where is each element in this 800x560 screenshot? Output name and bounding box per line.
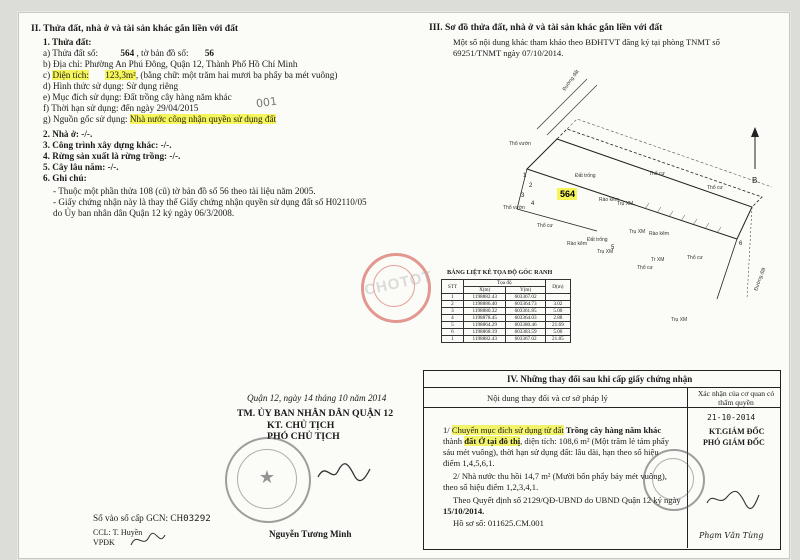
map-label-post-5: Trụ XM <box>671 317 688 323</box>
coord-header-y: Y(m) <box>506 287 545 294</box>
deputy-chair-kt: KT. CHỦ TỊCH <box>267 420 335 431</box>
usage-origin-line <box>43 114 276 125</box>
map-label-res-4: Thổ cư <box>649 171 665 177</box>
corner-point-5: 5 <box>611 245 615 251</box>
section-ii-title: II. Thửa đất, nhà ở và tài sản khác gắn liền với đất <box>31 23 239 34</box>
land-certificate-page <box>18 12 790 559</box>
map-label-empty-1: Đất trống <box>575 173 596 179</box>
section-iii-title: III. Sơ đồ thửa đất, nhà ở và tài sản khác gắn liền với đất <box>429 22 663 33</box>
map-label-road-2: Đường đất <box>753 266 768 292</box>
map-label-res-3: Thổ cư <box>687 255 703 261</box>
other-construction-item: 3. Công trình xây dựng khác: -/-. <box>43 140 172 150</box>
change-line-8: 15/10/2014. <box>443 506 485 516</box>
coord-header-d: D(m) <box>545 280 570 294</box>
official-seal <box>225 437 311 523</box>
map-parcel-number: 564 <box>560 189 576 199</box>
map-label-fence-1: Rào kẽm <box>599 197 620 203</box>
parcel-number-line <box>43 48 214 59</box>
house-item: 2. Nhà ở: -/-. <box>43 129 93 139</box>
clerk-note: CCL: T. Huyền <box>93 528 143 537</box>
parcel-number: 564 <box>120 48 135 58</box>
parcel-heading: 1. Thửa đất: <box>43 37 92 47</box>
production-forest-item: 4. Rừng sản xuất là rừng trồng: -/-. <box>43 151 181 161</box>
office-abbrev: VPĐK <box>93 538 115 547</box>
corner-point-6: 6 <box>739 241 743 247</box>
change-line-3: sáu mét vuông), thời hạn sử dụng đất: lâu dài, hạn theo số hiệu <box>443 447 659 457</box>
table-row: 6 1198868.19 603383.59 5.00 <box>442 329 571 336</box>
table-row: 5 1198864.29 603380.46 21.69 <box>442 322 571 329</box>
corner-point-2: 2 <box>529 183 533 189</box>
confirm-org-1: KT.GIÁM ĐỐC <box>709 427 765 436</box>
deputy-chair-title: PHÓ CHỦ TỊCH <box>267 431 340 442</box>
map-label-res-2: Thổ cư <box>637 265 653 271</box>
map-intro-line-2: 69251/TNMT ngày 07/10/2014. <box>453 48 564 58</box>
map-label-empty-2: Đất trống <box>587 237 608 243</box>
change-1-highlight: Chuyển mục đích sử dụng từ đất <box>451 425 564 435</box>
star-emblem-icon: ★ <box>258 467 276 488</box>
map-label-garden-1: Thổ vườn <box>509 141 531 147</box>
change-line-2 <box>443 436 669 446</box>
confirm-date: 21-10-2014 <box>707 413 756 422</box>
map-label-fence-2: Rào kẽm <box>567 241 588 247</box>
register-number: 03292 <box>183 513 211 524</box>
clerk-signature <box>129 529 169 551</box>
section-iv-title: IV. Những thay đổi sau khi cấp giấy chứng nhận <box>507 374 693 384</box>
issue-date: Quận 12, ngày 14 tháng 10 năm 2014 <box>247 393 387 403</box>
table-row: 2 1198886.40 603364.73 3.02 <box>442 301 571 308</box>
change-2-highlight: đất Ở tại đô thị <box>464 436 521 446</box>
area-prefix: c) <box>43 70 51 80</box>
changes-col-content-header: Nội dung thay đổi và cơ sở pháp lý <box>487 393 608 403</box>
coord-header-stt: STT <box>442 280 464 294</box>
map-label-post-2: Trụ XM <box>629 229 646 235</box>
change-1-number: 1/ <box>443 425 450 435</box>
change-2-rest: , diện tích: 108,6 m² (Một trăm lẻ tám phẩy <box>520 436 670 446</box>
change-1-from: Trồng cây hàng năm khác <box>563 425 662 435</box>
map-label-garden-2: Thổ vườn <box>503 205 525 211</box>
handwritten-note: 001 <box>255 94 278 111</box>
coord-header-toado: Tọa độ <box>463 280 545 287</box>
map-label-post-3: Trụ XM <box>597 249 614 255</box>
parcel-address: b) Địa chỉ: Phường An Phú Đông, Quận 12, Thành Phố Hồ Chí Minh <box>43 59 298 69</box>
right-column <box>417 17 789 552</box>
map-label-res-5: Thổ cư <box>707 185 723 191</box>
perennial-tree-item: 5. Cây lâu năm: -/-. <box>43 162 119 172</box>
map-label-res-1: Thổ cư <box>537 223 553 229</box>
note-line-2a: - Giấy chứng nhận này là thay thế Giấy chứng nhận quyền sử dụng đất số H02110/05 <box>53 197 367 207</box>
north-label: B <box>752 176 758 185</box>
corner-point-4: 4 <box>531 201 535 207</box>
origin-label: g) Nguồn gốc sử dụng: <box>43 114 128 124</box>
note-line-1: - Thuộc một phần thửa 108 (cũ) tờ bản đồ số 56 theo tài liệu năm 2005. <box>53 186 316 196</box>
confirm-signature <box>703 487 763 511</box>
change-line-4: điểm 1,4,5,6,1. <box>443 458 495 468</box>
area-label: Diện tích: <box>52 70 89 80</box>
north-arrow-icon <box>751 127 759 185</box>
coord-table-title: BẢNG LIỆT KÊ TỌA ĐỘ GÓC RANH <box>447 269 553 276</box>
table-row: 4 1198878.45 603364.03 2.88 <box>442 315 571 322</box>
register-label: Số vào sổ cấp GCN: CH <box>93 513 184 523</box>
table-row: 1 1198882.43 603367.02 <box>442 294 571 301</box>
origin-value: Nhà nước công nhận quyền sử dụng đất <box>129 114 277 124</box>
parcel-area-line <box>43 70 337 81</box>
chair-signature <box>314 457 374 487</box>
watermark: CHOTOT <box>362 268 435 299</box>
coordinate-table <box>441 279 571 343</box>
register-line <box>93 513 211 524</box>
confirm-seal <box>643 449 705 511</box>
parcel-number-label: a) Thửa đất số: <box>43 48 99 58</box>
change-line-6: theo số hiệu điểm 1,2,3,4,1. <box>443 482 539 492</box>
left-column <box>29 17 409 552</box>
coord-header-x: X(m) <box>463 287 506 294</box>
map-label-post-4: Tr XM <box>651 257 665 263</box>
usage-form: d) Hình thức sử dụng: Sử dụng riêng <box>43 81 179 91</box>
corner-point-1: 1 <box>523 173 527 179</box>
usage-term: f) Thời hạn sử dụng: đến ngày 29/04/2015 <box>43 103 199 113</box>
change-line-7: Theo Quyết định số 2129/QĐ-UBND do UBND Quận 12 ký ngày <box>453 495 681 505</box>
issuing-org: TM. ỦY BAN NHÂN DÂN QUẬN 12 <box>237 408 394 419</box>
note-line-2b: do Ủy ban nhân dân Quận 12 ký ngày 06/3/2008. <box>53 208 235 218</box>
map-label-fence-3: Rào kẽm <box>649 231 670 237</box>
map-label-post-1: Trụ XM <box>617 201 634 207</box>
area-value: 123,3m² <box>105 70 136 80</box>
change-line-1 <box>443 425 661 435</box>
changes-col-confirm-header: Xác nhận của cơ quan có thẩm quyền <box>697 389 775 407</box>
change-line-9: Hồ sơ số: 011625.CM.001 <box>453 518 544 528</box>
corner-point-3: 3 <box>521 193 525 199</box>
usage-purpose: e) Mục đích sử dụng: Đất trồng cây hàng năm khác <box>43 92 232 102</box>
confirm-signer: Phạm Văn Tùng <box>699 531 764 540</box>
map-sheet-label: , tờ bản đồ số: <box>136 48 189 58</box>
map-sheet-number: 56 <box>204 48 215 58</box>
signer-name: Nguyễn Tương Minh <box>269 529 352 539</box>
map-label-road: Đường đất <box>561 68 581 93</box>
confirm-org-2: PHÓ GIÁM ĐỐC <box>703 438 765 447</box>
notes-heading: 6. Ghi chú: <box>43 173 87 183</box>
map-intro-line-1: Một số nội dung khác tham khảo theo BĐHTVT đăng ký tại phòng TNMT số <box>453 37 720 47</box>
table-row: 1 1198882.43 603367.02 21.85 <box>442 336 571 343</box>
change-line-5: 2/ Nhà nước thu hồi 14,7 m² (Mười bốn phẩy bảy mét vuông), <box>453 471 667 481</box>
table-row: 3 1198880.32 603361.85 5.00 <box>442 308 571 315</box>
change-2-prefix: thành <box>443 436 463 446</box>
area-words: , (bằng chữ: một trăm hai mươi ba phẩy ba mét vuông) <box>135 70 338 80</box>
